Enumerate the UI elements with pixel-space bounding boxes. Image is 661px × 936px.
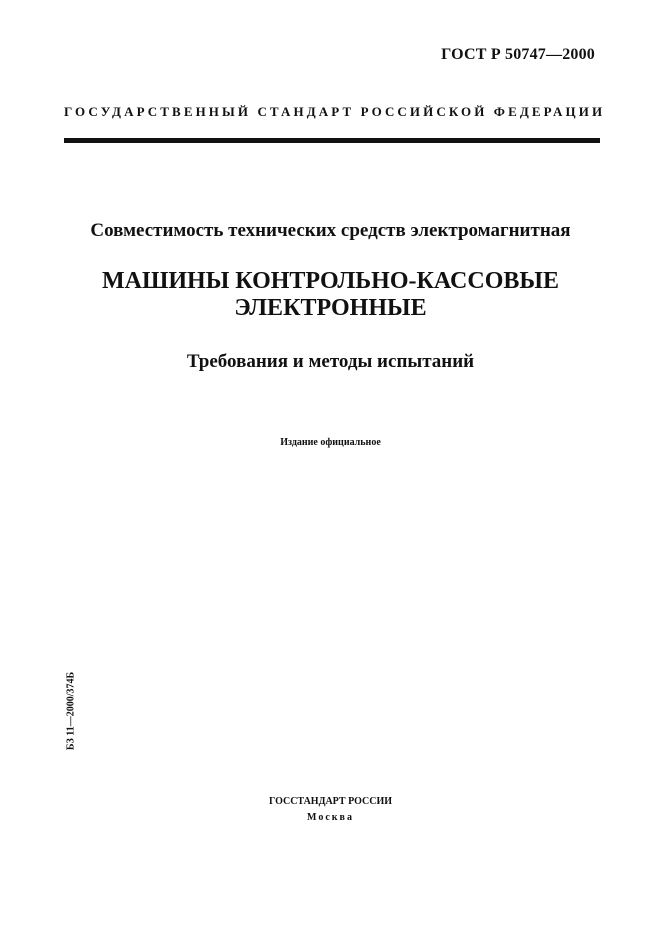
group-title: Совместимость технических средств электромагнитная	[90, 220, 571, 241]
document-number: ГОСТ Р 50747—2000	[441, 46, 595, 63]
edition-label: Издание официальное	[280, 437, 381, 448]
main-title-line-2: ЭЛЕКТРОННЫЕ	[234, 295, 427, 321]
side-code-text: БЗ 11—2000/374Б	[65, 671, 77, 751]
header-rule	[64, 138, 600, 143]
main-title-line-1: МАШИНЫ КОНТРОЛЬНО-КАССОВЫЕ	[102, 268, 559, 294]
publisher: ГОССТАНДАРТ РОССИИ	[268, 796, 393, 807]
main-title	[0, 268, 661, 322]
state-standard-heading: ГОСУДАРСТВЕННЫЙ СТАНДАРТ РОССИЙСКОЙ ФЕДЕРАЦИИ	[64, 104, 606, 119]
city: Москва	[307, 812, 354, 823]
side-code	[64, 665, 78, 757]
subtitle: Требования и методы испытаний	[186, 351, 475, 372]
